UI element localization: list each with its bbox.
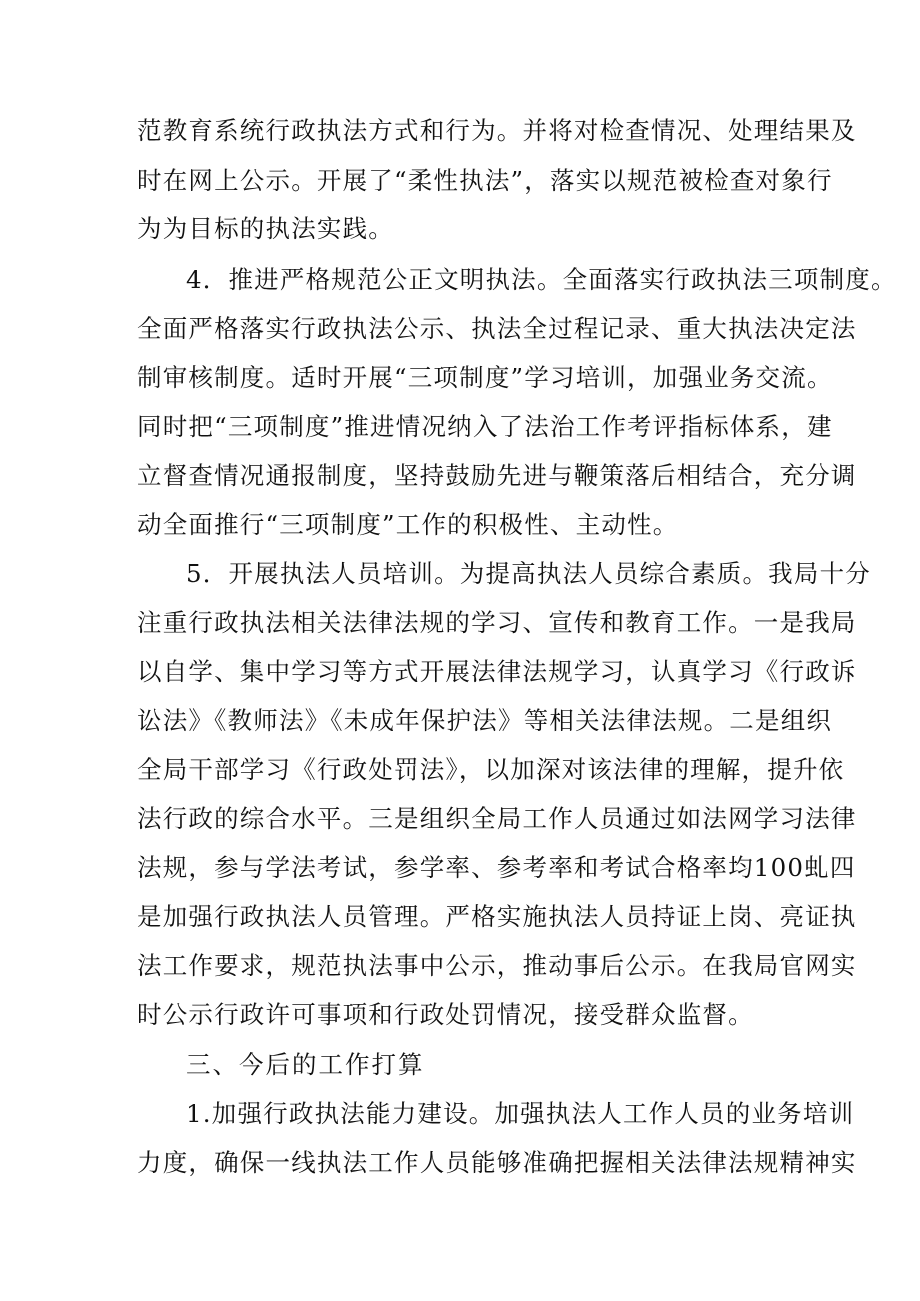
paragraph-1-first-line: 1.加强行政执法能力建设。加强执法人工作人员的业务培训 <box>186 1099 855 1128</box>
text-line: 时在网上公示。开展了“柔性执法”，落实以规范被检查对象行 <box>137 166 833 195</box>
text-line: 制审核制度。适时开展“三项制度”学习培训，加强业务交流。 <box>137 363 833 392</box>
text-line: 动全面推行“三项制度”工作的积极性、主动性。 <box>137 510 679 539</box>
paragraph-5-first-line: 5．开展执法人员培训。为提高执法人员综合素质。我局十分 <box>186 559 871 588</box>
text-line: 以自学、集中学习等方式开展法律法规学习，认真学习《行政诉 <box>137 657 857 686</box>
section-heading: 三、今后的工作打算 <box>186 1050 425 1079</box>
text-line: 是加强行政执法人员管理。严格实施执法人员持证上岗、亮证执 <box>137 902 857 931</box>
text-line: 为为目标的执法实践。 <box>137 214 394 243</box>
text-line: 力度，确保一线执法工作人员能够准确把握相关法律法规精神实 <box>137 1148 857 1177</box>
text-line: 法工作要求，规范执法事中公示，推动事后公示。在我局官网实 <box>137 951 857 980</box>
text-line: 范教育系统行政执法方式和行为。并将对检查情况、处理结果及 <box>137 116 857 145</box>
text-line: 立督查情况通报制度，坚持鼓励先进与鞭策落后相结合，充分调 <box>137 461 857 490</box>
text-line: 全面严格落实行政执法公示、执法全过程记录、重大执法决定法 <box>137 314 857 343</box>
text-line: 法行政的综合水平。三是组织全局工作人员通过如法网学习法律 <box>137 804 857 833</box>
text-line: 全局干部学习《行政处罚法》，以加深对该法律的理解，提升依 <box>137 755 845 784</box>
text-line: 讼法》《教师法》《未成年保护法》等相关法律法规。二是组织 <box>137 706 833 735</box>
paragraph-4-first-line: 4．推进严格规范公正文明执法。全面落实行政执法三项制度。 <box>186 265 897 294</box>
text-line: 法规，参与学法考试，参学率、参考率和考试合格率均100虬四 <box>137 853 856 882</box>
text-line: 同时把“三项制度”推进情况纳入了法治工作考评指标体系，建 <box>137 412 833 441</box>
text-line: 时公示行政许可事项和行政处罚情况，接受群众监督。 <box>137 1000 754 1029</box>
text-line: 注重行政执法相关法律法规的学习、宣传和教育工作。一是我局 <box>137 608 857 637</box>
